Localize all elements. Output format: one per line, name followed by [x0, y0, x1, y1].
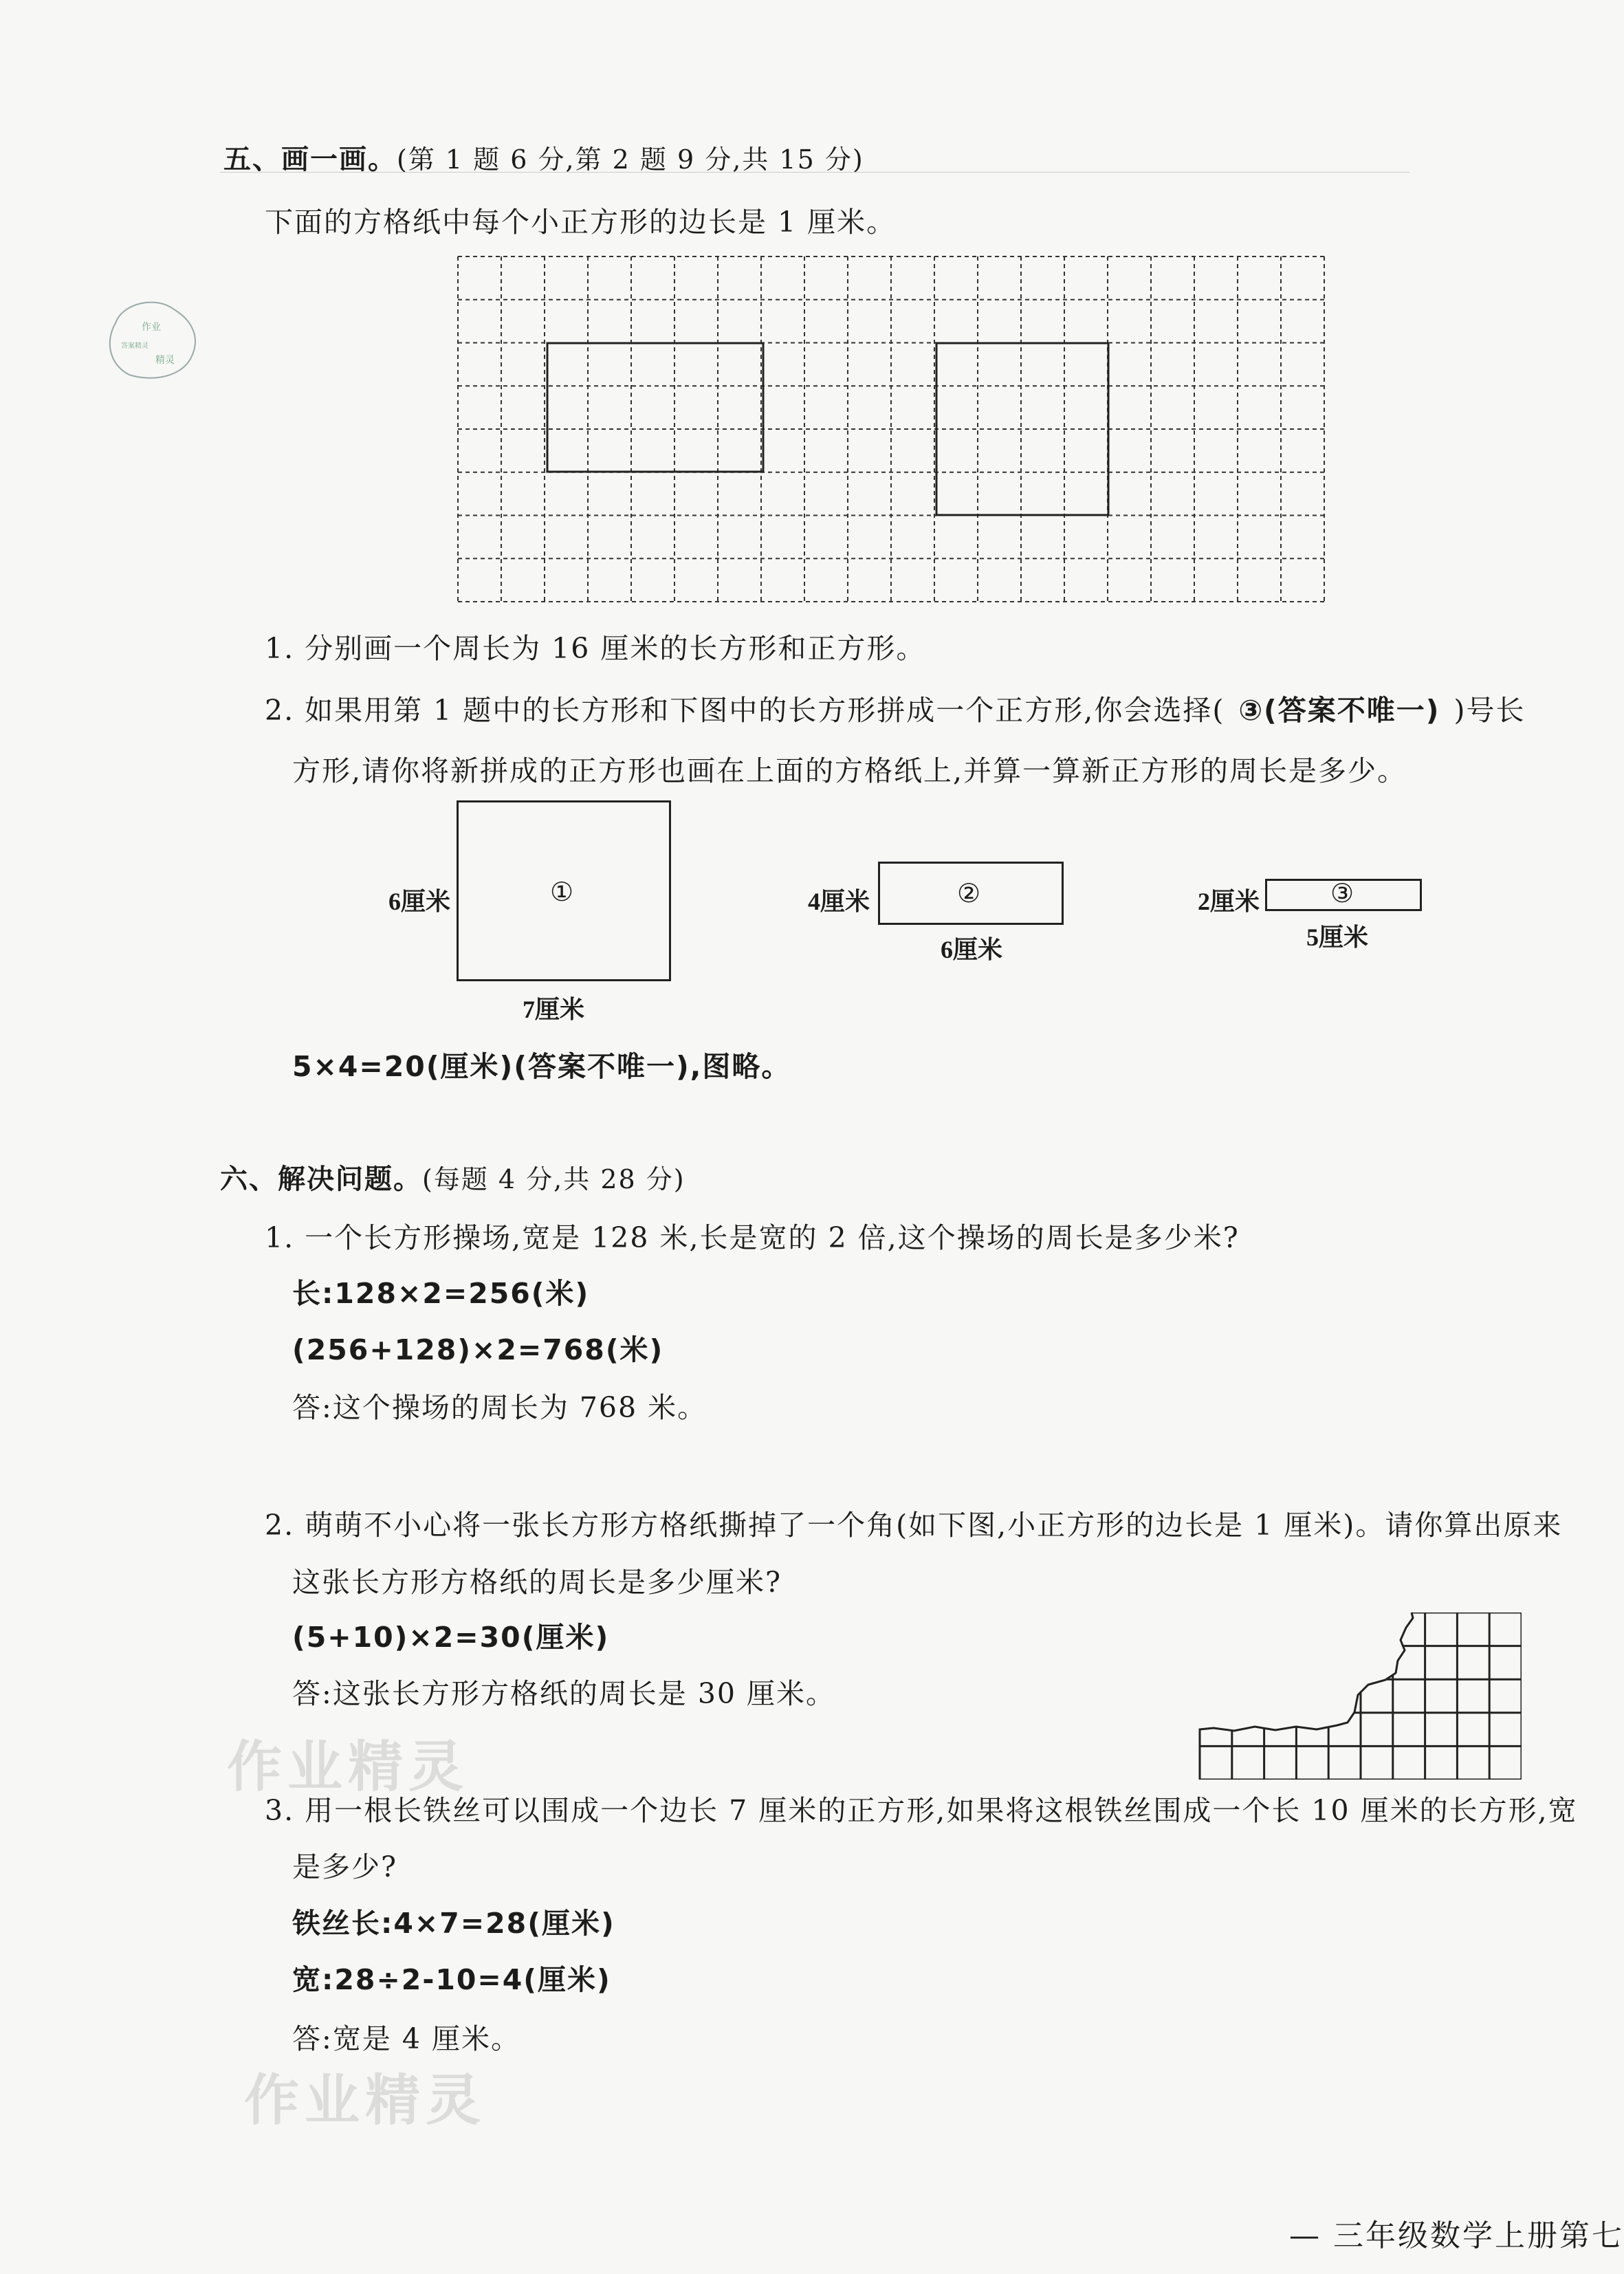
section6-q3-answer: 答:宽是 4 厘米。: [292, 2022, 520, 2055]
section6-q1: 1. 一个长方形操场,宽是 128 米,长是宽的 2 倍,这个操场的周长是多少米?: [265, 1221, 1240, 1254]
rectangle-2-width: 6厘米: [941, 936, 1003, 963]
section6-score: (每题 4 分,共 28 分): [422, 1164, 685, 1194]
rectangle-2-height: 4厘米: [808, 888, 870, 915]
drawn-square: [936, 343, 1108, 515]
graph-paper-grid[interactable]: [457, 255, 1326, 600]
section6-title-line: [220, 1157, 685, 1196]
section6-q2-line2: 这张长方形方格纸的周长是多少厘米?: [292, 1566, 782, 1599]
section6-q3-line1: 3. 用一根长铁丝可以围成一个边长 7 厘米的正方形,如果将这根铁丝围成一个长 10 厘米的长方形,宽: [265, 1794, 1578, 1827]
section5-score: (第 1 题 6 分,第 2 题 9 分,共 15 分): [397, 144, 864, 175]
section6-q3-step1: 铁丝长:4×7=28(厘米): [292, 1907, 615, 1940]
watermark: 作业精灵: [244, 2068, 486, 2132]
torn-graph-paper-figure: [1200, 1612, 1523, 1781]
svg-text:答案精灵: 答案精灵: [121, 342, 149, 350]
q2-text-b: )号长: [1453, 694, 1526, 727]
drawn-rectangle: [547, 343, 763, 472]
q2-text-a: 2. 如果用第 1 题中的长方形和下图中的长方形拼成一个正方形,你会选择(: [265, 694, 1225, 727]
section6-q3-line2: 是多少?: [292, 1850, 397, 1883]
section6-q1-step1: 长:128×2=256(米): [292, 1277, 590, 1310]
rectangle-1-mark: ①: [550, 877, 574, 907]
section5-q1: 1. 分别画一个周长为 16 厘米的长方形和正方形。: [265, 632, 926, 665]
rectangle-3-height: 2厘米: [1198, 888, 1260, 915]
rectangle-2-mark: ②: [957, 878, 981, 908]
divider: [220, 172, 1409, 173]
section5-q2-solution: 5×4=20(厘米)(答案不唯一),图略。: [292, 1050, 791, 1083]
section6-q3-step2: 宽:28÷2-10=4(厘米): [292, 1963, 611, 1996]
section6-title: 六、解决问题。: [220, 1163, 422, 1195]
section6-q2-line1: 2. 萌萌不小心将一张长方形方格纸撕掉了一个角(如下图,小正方形的边长是 1 厘米)。请你算出原来: [265, 1509, 1563, 1542]
rectangle-3-width: 5厘米: [1306, 923, 1369, 951]
section6-q2-answer: 答:这张长方形方格纸的周长是 30 厘米。: [292, 1677, 836, 1710]
svg-text:作业: 作业: [142, 322, 161, 333]
section5-q2-line2: 方形,请你将新拼成的正方形也画在上面的方格纸上,并算一算新正方形的周长是多少。: [292, 754, 1407, 787]
section5-q2-line1: [265, 688, 1526, 728]
rectangle-3-mark: ③: [1330, 878, 1354, 908]
section6-q1-step2: (256+128)×2=768(米): [292, 1333, 664, 1366]
section6-q1-answer: 答:这个操场的周长为 768 米。: [292, 1391, 707, 1424]
stamp-logo: [102, 296, 205, 385]
svg-text:精灵: 精灵: [155, 355, 175, 366]
rectangle-1-height: 6厘米: [388, 888, 451, 915]
section6-q2-step1: (5+10)×2=30(厘米): [292, 1621, 610, 1654]
rectangle-1-width: 7厘米: [523, 996, 585, 1023]
q2-answer-fill[interactable]: ③(答案不唯一): [1238, 694, 1440, 727]
section5-intro: 下面的方格纸中每个小正方形的边长是 1 厘米。: [265, 206, 897, 239]
page-footer: — 三年级数学上册第七: [1289, 2218, 1624, 2253]
section5-title: 五、画一画。: [223, 143, 397, 175]
watermark: 作业精灵: [227, 1734, 469, 1799]
section5-title-line: [223, 138, 864, 177]
